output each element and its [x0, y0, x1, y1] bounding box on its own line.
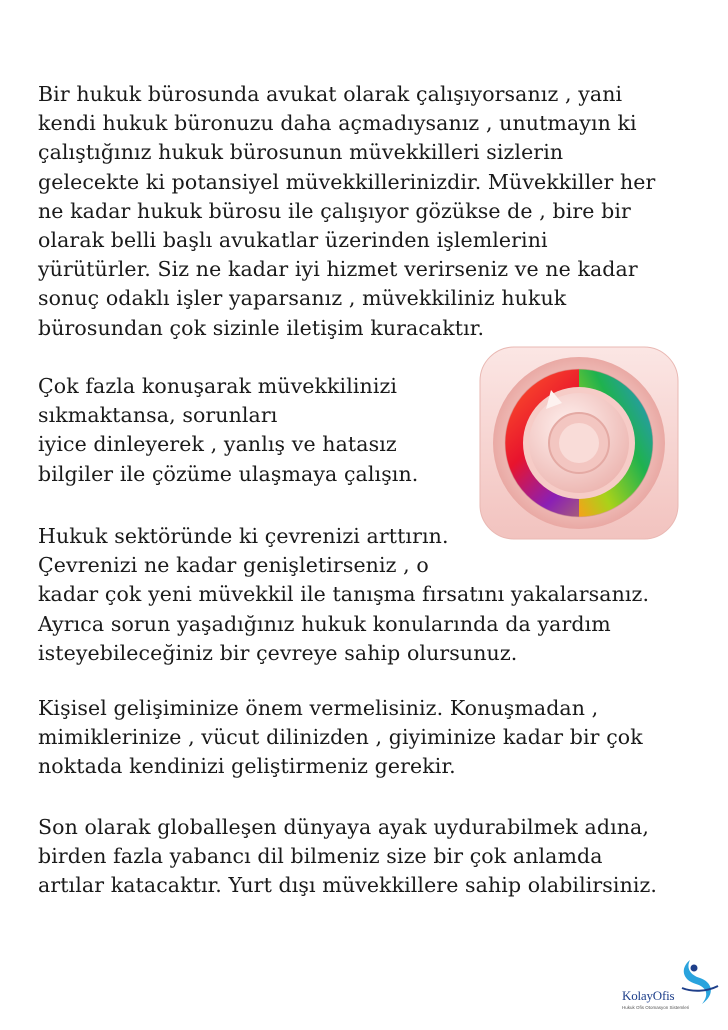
text-line: Bir hukuk bürosunda avukat olarak çalışıyorsanız , yani	[38, 82, 623, 106]
text-line: kendi hukuk büronuzu daha açmadıysanız , unutmayın ki	[38, 111, 637, 136]
color-wheel-dial-icon	[478, 345, 680, 541]
text-line: noktada kendinizi geliştirmeniz gerekir.	[38, 754, 456, 779]
paragraph-1	[38, 80, 655, 343]
text-line: ne kadar hukuk bürosu ile çalışıyor gözükse de , bire bir	[38, 198, 631, 223]
text-line: isteyebileceğiniz bir çevreye sahip olursunuz.	[38, 640, 518, 665]
text-line: olarak belli başlı avukatlar üzerinden işlemlerini	[38, 228, 548, 253]
text-line: artılar katacaktır. Yurt dışı müvekkillere sahip olabilirsiniz.	[38, 873, 658, 898]
text-line: Ayrıca sorun yaşadığınız hukuk konularında da yardım	[38, 611, 611, 636]
text-line: Son olarak globalleşen dünyaya ayak uydurabilmek adına,	[38, 815, 650, 839]
logo-tagline: Hukuk Ofis Otomasyon Sistemleri	[622, 1005, 690, 1010]
text-line: yürütürler. Siz ne kadar iyi hizmet verirseniz ve ne kadar	[38, 257, 638, 282]
text-line: Kişisel gelişiminize önem vermelisiniz. Konuşmadan ,	[38, 696, 599, 720]
text-line: Çevrenizi ne kadar genişletirseniz , o	[38, 553, 429, 578]
text-line: gelecekte ki potansiyel müvekkillerinizdir. Müvekkiller her	[38, 169, 656, 194]
paragraph-5	[38, 813, 657, 901]
text-line: Hukuk sektöründe ki çevrenizi arttırın.	[38, 524, 449, 548]
text-line: Çok fazla konuşarak müvekkilinizi	[38, 374, 398, 398]
logo-name: KolayOfis	[622, 988, 675, 1003]
kolayofis-swoosh-icon	[672, 958, 726, 1006]
text-line: bilgiler ile çözüme ulaşmaya çalışın.	[38, 461, 419, 486]
paragraph-2	[38, 372, 418, 489]
text-line: kadar çok yeni müvekkil ile tanışma fırsatını yakalarsanız.	[38, 582, 650, 607]
text-line: mimiklerinize , vücut dilinizden , giyiminize kadar bir çok	[38, 725, 643, 750]
text-line: birden fazla yabancı dil bilmeniz size bir çok anlamda	[38, 844, 603, 869]
text-line: iyice dinleyerek , yanlış ve hatasız	[38, 432, 397, 457]
text-line: sıkmaktansa, sorunları	[38, 403, 278, 428]
text-line: çalıştığınız hukuk bürosunun müvekkilleri sizlerin	[38, 140, 564, 165]
paragraph-3	[38, 522, 649, 668]
paragraph-4	[38, 694, 643, 782]
text-line: sonuç odaklı işler yaparsanız , müvekkiliniz hukuk	[38, 286, 567, 311]
kolayofis-logo	[622, 958, 726, 1024]
text-line: bürosundan çok sizinle iletişim kuracaktır.	[38, 315, 485, 340]
